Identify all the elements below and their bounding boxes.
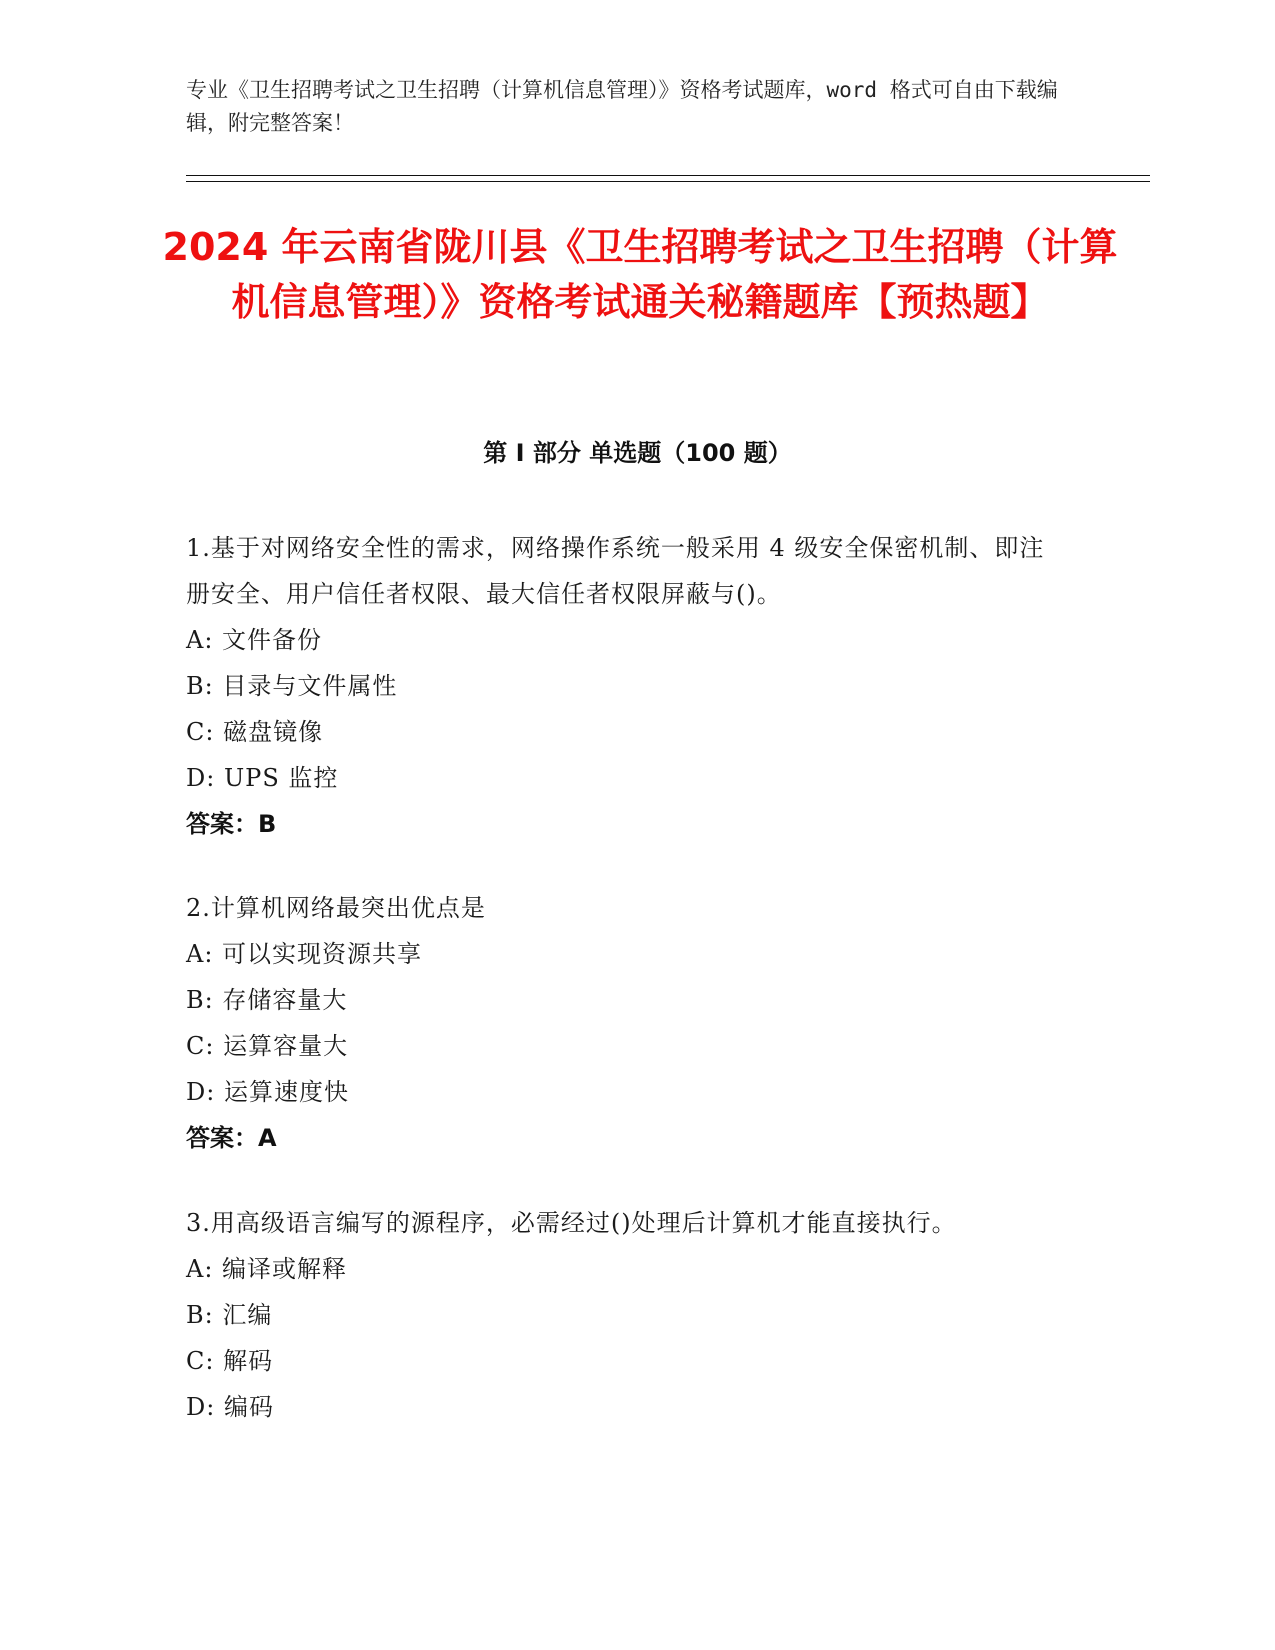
question-block — [186, 525, 1056, 847]
option-a: A: 文件备份 — [186, 626, 323, 654]
option-d: D: 编码 — [186, 1393, 274, 1421]
option-b: B: 存储容量大 — [186, 986, 348, 1014]
header-divider-bottom — [186, 181, 1150, 182]
option-b: B: 目录与文件属性 — [186, 672, 398, 700]
header-divider-top — [186, 175, 1150, 176]
question-stem: 2.计算机网络最突出优点是 — [186, 894, 486, 922]
question-stem: 3.用高级语言编写的源程序，必需经过()处理后计算机才能直接执行。 — [186, 1209, 957, 1237]
question-stem: 1.基于对网络安全性的需求，网络操作系统一般采用 4 级安全保密机制、即注册安全、用户信任者权限、最大信任者权限屏蔽与()。 — [186, 534, 1045, 608]
section-heading: 第 I 部分 单选题（100 题） — [483, 439, 792, 467]
option-b: B: 汇编 — [186, 1301, 273, 1329]
document-title: 2024 年云南省陇川县《卫生招聘考试之卫生招聘（计算机信息管理）》资格考试通关秘籍题库【预热题】 — [162, 225, 1118, 324]
answer-line: 答案：B — [186, 810, 277, 838]
question-block — [186, 885, 1056, 1161]
answer-line: 答案：A — [186, 1124, 277, 1152]
option-d: D: UPS 监控 — [186, 764, 339, 792]
option-c: C: 解码 — [186, 1347, 274, 1375]
header-note: 专业《卫生招聘考试之卫生招聘（计算机信息管理）》资格考试题库，word 格式可自由下载编辑，附完整答案！ — [186, 78, 1058, 135]
option-c: C: 运算容量大 — [186, 1032, 349, 1060]
option-d: D: 运算速度快 — [186, 1078, 349, 1106]
question-block — [186, 1200, 1056, 1430]
option-c: C: 磁盘镜像 — [186, 718, 324, 746]
option-a: A: 编译或解释 — [186, 1255, 348, 1283]
option-a: A: 可以实现资源共享 — [186, 940, 423, 968]
